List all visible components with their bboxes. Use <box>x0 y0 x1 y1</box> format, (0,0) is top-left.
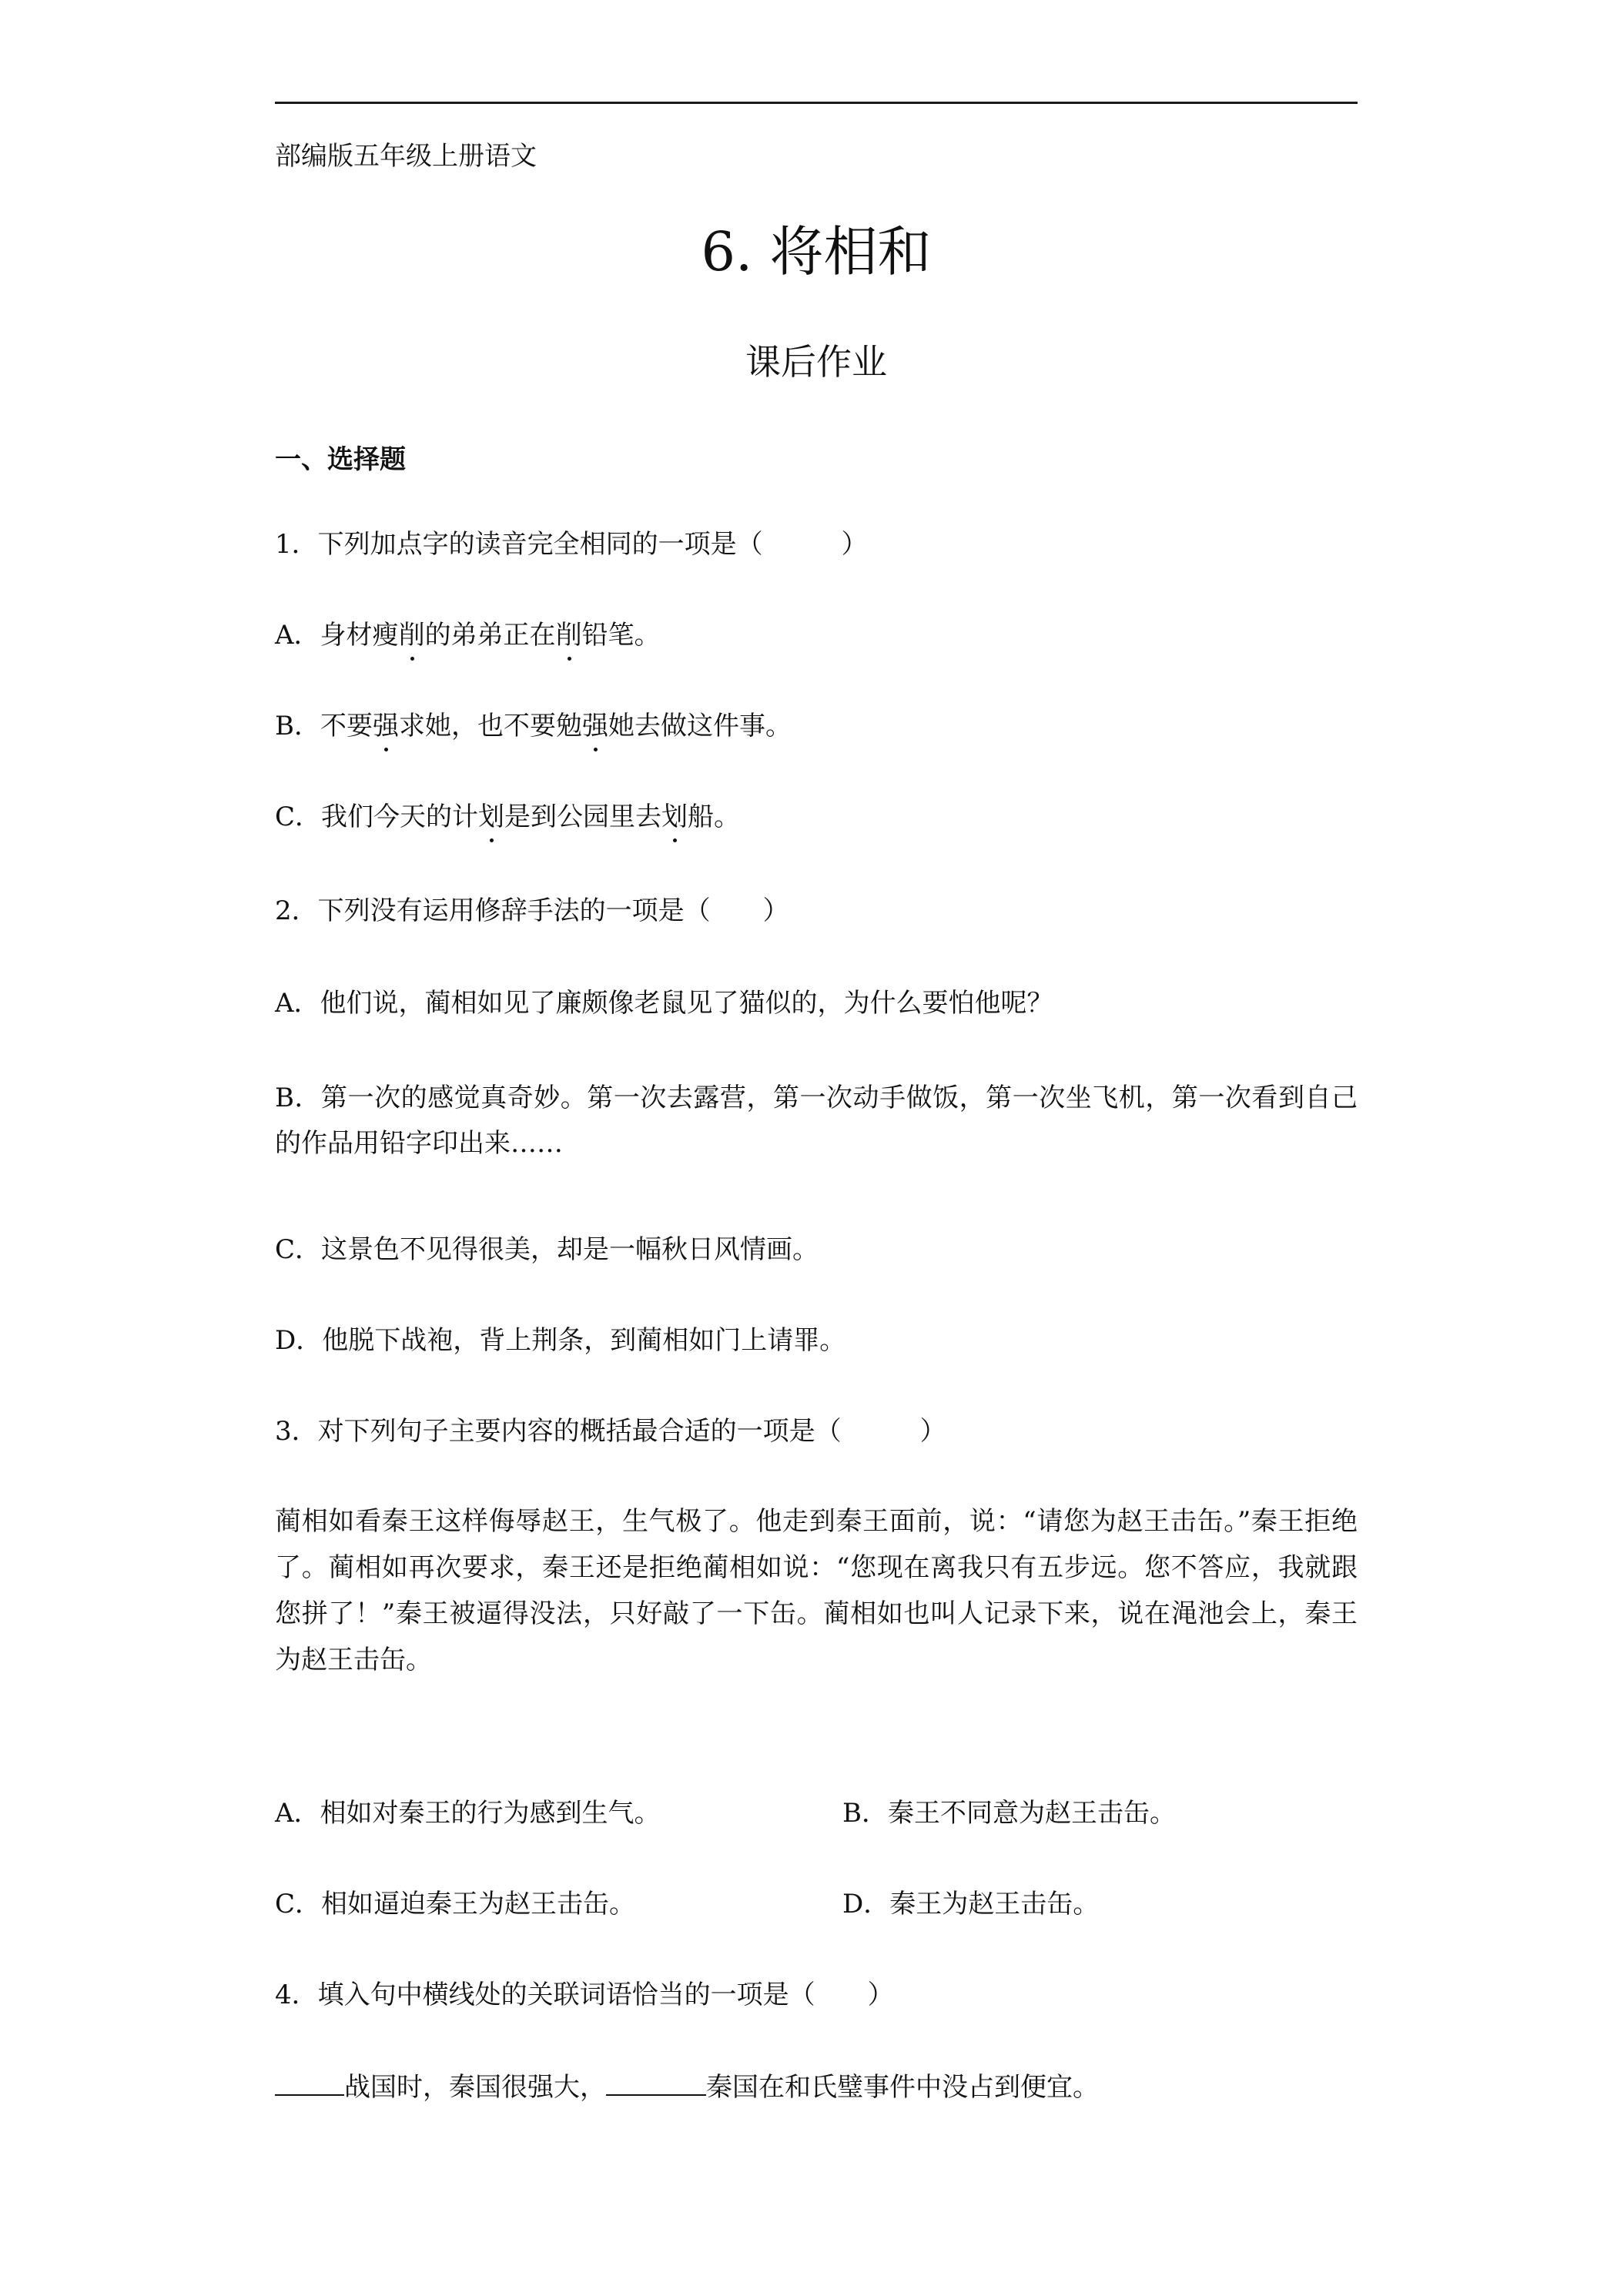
fill-blank[interactable] <box>606 2071 706 2096</box>
dotted-char: 削 <box>556 616 582 654</box>
text-segment: 铅笔。 <box>581 620 661 651</box>
question-2-option-b: B．第一次的感觉真奇妙。第一次去露营，第一次动手做饭，第一次坐飞机，第一次看到自己的作品用铅字印出来…… <box>275 1083 1358 1159</box>
text-segment: 战国时，秦国很强大， <box>344 2072 606 2103</box>
text-segment: 船。 <box>688 802 741 832</box>
question-3-passage: 蔺相如看秦王这样侮辱赵王，生气极了。他走到秦王面前，说：“请您为赵王击缶。”秦王拒绝了。蔺相如再次要求，秦王还是拒绝蔺相如说：“您现在离我只有五步远。您不答应，我就跟您拼了！”秦王被逼得没法，只好敲了一下缶。蔺相如也叫人记录下来，说在渑池会上，秦王为赵王击缶。 <box>275 1506 1358 1675</box>
question-3-stem: 3．对下列句子主要内容的概括最合适的一项是（ ） <box>275 1416 946 1447</box>
section-heading: 一、选择题 <box>275 444 406 475</box>
dotted-char: 划 <box>478 798 504 836</box>
question-3-option-b: B．秦王不同意为赵王击缶。 <box>842 1798 1176 1829</box>
question-1-option-c <box>275 798 740 836</box>
question-1-option-b <box>275 707 792 745</box>
page-subheading: 课后作业 <box>745 341 887 383</box>
text-segment: B．不要 <box>275 711 373 741</box>
question-2-option-a: A．他们说，蔺相如见了廉颇像老鼠见了猫似的，为什么要怕他呢？ <box>275 988 1053 1019</box>
lesson-number: 6. <box>701 220 753 283</box>
question-3-option-d: D．秦王为赵王击缶。 <box>842 1889 1100 1919</box>
document-subtitle: 部编版五年级上册语文 <box>275 141 537 172</box>
question-1-stem: 1．下列加点字的读音完全相同的一项是（ ） <box>275 529 868 560</box>
dotted-char: 强 <box>373 707 399 745</box>
dotted-char: 削 <box>399 616 425 654</box>
question-4-sentence <box>275 2068 1099 2107</box>
text-segment: 秦国在和氏璧事件中没占到便宜。 <box>706 2072 1099 2103</box>
text-segment: 她去做这件事。 <box>608 711 792 741</box>
text-segment: 是到公园里去 <box>504 802 662 832</box>
text-segment: 的弟弟正在 <box>424 620 556 651</box>
page-title <box>275 217 1358 286</box>
text-segment: A．身材瘦 <box>275 620 399 651</box>
dotted-char: 强 <box>582 707 608 745</box>
text-segment: 求她，也不要勉 <box>399 711 582 741</box>
dotted-char: 划 <box>661 798 688 836</box>
question-1-option-a <box>275 616 661 654</box>
question-4-stem: 4．填入句中横线处的关联词语恰当的一项是（ ） <box>275 1980 894 2010</box>
fill-blank[interactable] <box>275 2071 344 2096</box>
question-3-option-a: A．相如对秦王的行为感到生气。 <box>275 1798 661 1829</box>
question-2-option-c: C．这景色不见得很美，却是一幅秋日风情画。 <box>275 1234 819 1265</box>
question-3-option-c: C．相如逼迫秦王为赵王击缶。 <box>275 1889 636 1919</box>
question-2-option-d: D．他脱下战袍，背上荆条，到蔺相如门上请罪。 <box>275 1325 846 1356</box>
lesson-name: 将相和 <box>769 220 932 283</box>
text-segment: C．我们今天的计 <box>275 802 479 832</box>
question-2-stem: 2．下列没有运用修辞手法的一项是（ ） <box>275 895 789 926</box>
header-rule <box>275 102 1358 104</box>
